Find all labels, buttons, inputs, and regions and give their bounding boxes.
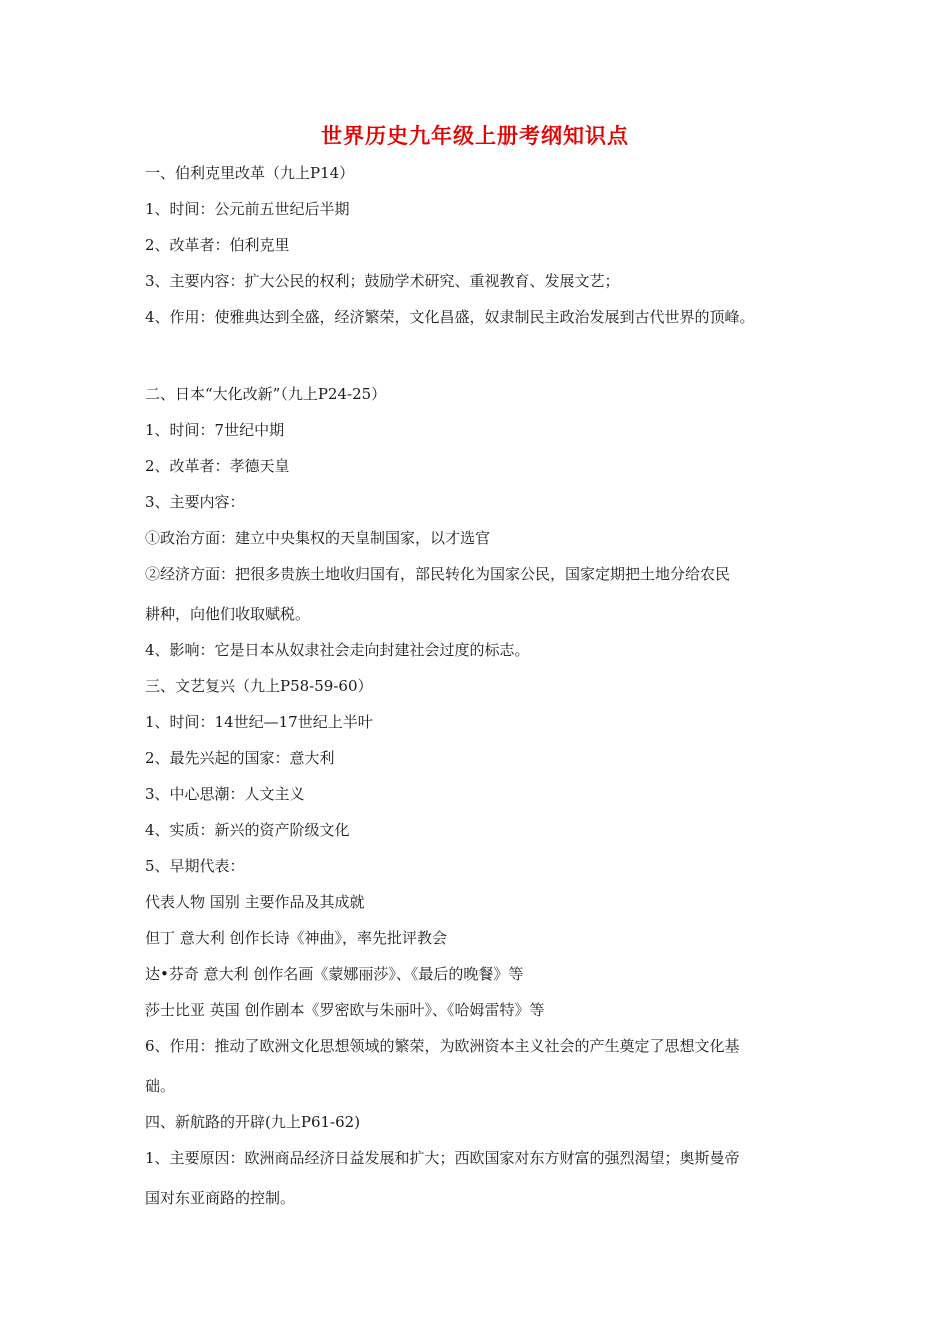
text-line: 1、时间：14世纪—17世纪上半叶 (145, 713, 373, 731)
text-line: 础。 (145, 1077, 176, 1095)
table-row-line: 但丁 意大利 创作长诗《神曲》，率先批评教会 (145, 929, 448, 947)
text-line: 4、作用：使雅典达到全盛，经济繁荣，文化昌盛，奴隶制民主政治发展到古代世界的顶峰。 (145, 308, 755, 326)
text-line: 耕种，向他们收取赋税。 (145, 605, 311, 623)
text-line: 5、早期代表： (145, 857, 245, 875)
text-line: 国对东亚商路的控制。 (145, 1189, 296, 1207)
section-heading-taika-reform: 二、日本“大化改新”（九上P24-25） (145, 385, 387, 403)
table-header-line: 代表人物 国别 主要作品及其成就 (145, 893, 365, 911)
text-line: 2、最先兴起的国家：意大利 (145, 749, 335, 767)
text-line: 3、中心思潮：人文主义 (145, 785, 305, 803)
text-line: 1、时间：7世纪中期 (145, 421, 285, 439)
text-line: 3、主要内容：扩大公民的权利；鼓励学术研究、重视教育、发展文艺； (145, 272, 620, 290)
text-line: ②经济方面：把很多贵族土地收归国有，部民转化为国家公民，国家定期把土地分给农民 (145, 565, 731, 583)
table-row-line: 达•芬奇 意大利 创作名画《蒙娜丽莎》、《最后的晚餐》等 (145, 965, 524, 983)
section-heading-pericles: 一、伯利克里改革（九上P14） (145, 164, 355, 182)
table-row-line: 莎士比亚 英国 创作剧本《罗密欧与朱丽叶》、《哈姆雷特》等 (145, 1001, 545, 1019)
text-line: 1、主要原因：欧洲商品经济日益发展和扩大；西欧国家对东方财富的强烈渴望；奥斯曼帝 (145, 1149, 740, 1167)
text-line: 2、改革者：孝德天皇 (145, 457, 290, 475)
text-line: 2、改革者：伯利克里 (145, 236, 290, 254)
text-line: 1、时间：公元前五世纪后半期 (145, 200, 350, 218)
text-line: ①政治方面：建立中央集权的天皇制国家，以才选官 (145, 529, 491, 547)
text-line: 4、实质：新兴的资产阶级文化 (145, 821, 350, 839)
section-heading-renaissance: 三、文艺复兴（九上P58-59-60） (145, 677, 373, 695)
document-title: 世界历史九年级上册考纲知识点 (321, 124, 629, 148)
text-line: 3、主要内容： (145, 493, 245, 511)
text-line: 6、作用：推动了欧洲文化思想领域的繁荣，为欧洲资本主义社会的产生奠定了思想文化基 (145, 1037, 740, 1055)
text-line: 4、影响：它是日本从奴隶社会走向封建社会过度的标志。 (145, 641, 530, 659)
section-heading-new-sea-route: 四、新航路的开辟(九上P61-62) (145, 1113, 361, 1131)
